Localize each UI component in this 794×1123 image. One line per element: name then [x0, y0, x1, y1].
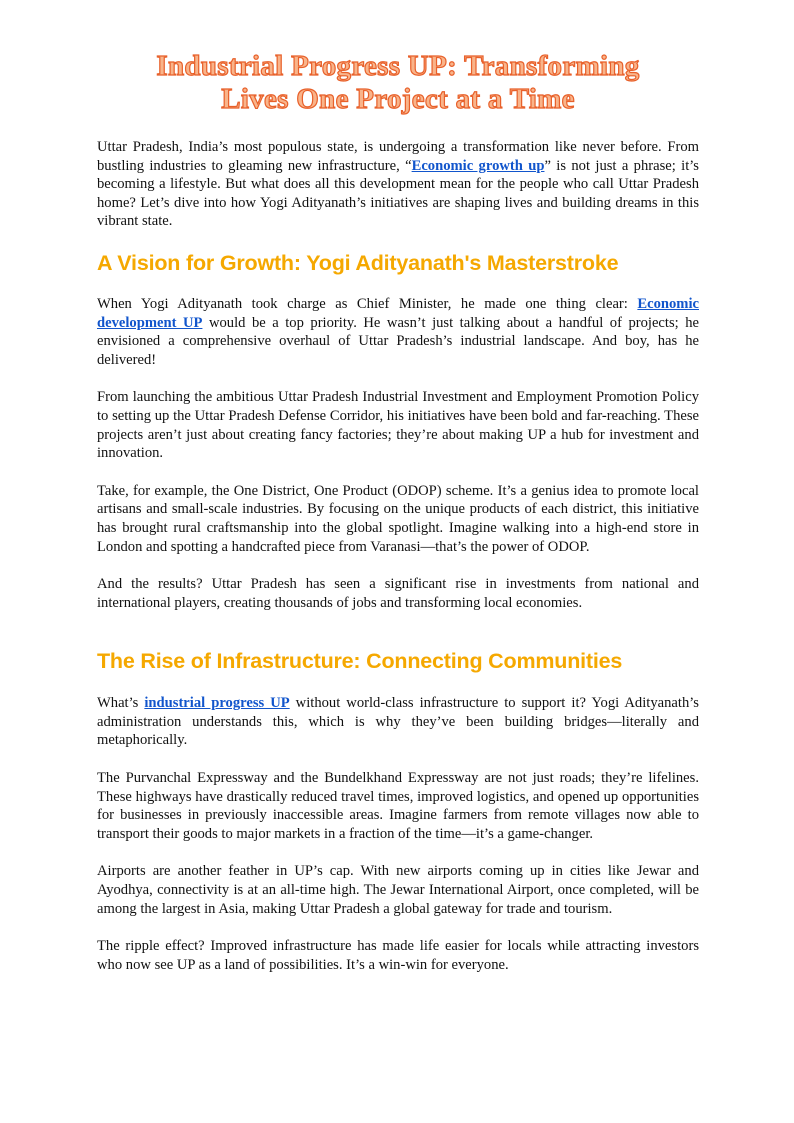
vision-paragraph-3: Take, for example, the One District, One Product (ODOP) scheme. It’s a genius idea to promote local artisans and small-scale industries. By focusing on the unique products of each district, this initiative has brought rural craftsmanship into the global spotlight. Imagine walking into a high-end store in London and spotting a handcrafted piece from Varanasi—that’s the power of ODOP.: [97, 482, 699, 555]
infra-paragraph-1: [97, 694, 699, 750]
intro-text-before: Uttar Pradesh, India’s most populous state, is undergoing a transformation like never before. From bustling industries to gleaming new infrastructure, “: [97, 139, 699, 174]
economic-development-up-link[interactable]: Economic development UP: [97, 295, 699, 331]
industrial-progress-up-link[interactable]: industrial progress UP: [144, 695, 290, 712]
intro-text-after: ” is not just a phrase; it’s becoming a lifestyle. But what does all this development mean for the people who call Uttar Pradesh home? Let’s dive into how Yogi Adityanath’s initiatives are shaping lives and building dreams in this vibrant state.: [97, 157, 699, 230]
infra-paragraph-4: The ripple effect? Improved infrastructure has made life easier for locals while attracting investors who now see UP as a land of possibilities. It’s a win-win for everyone.: [97, 938, 699, 973]
section-heading-vision: A Vision for Growth: Yogi Adityanath's Masterstroke: [97, 250, 619, 275]
vision-paragraph-4: And the results? Uttar Pradesh has seen a significant rise in investments from national and international players, creating thousands of jobs and transforming local economies.: [97, 576, 699, 611]
page-title-line-1: Industrial Progress UP: Transforming: [156, 50, 640, 82]
document-page: [97, 50, 699, 993]
economic-growth-up-link[interactable]: Economic growth up: [411, 157, 545, 174]
vision-paragraph-1: [97, 295, 699, 369]
vision-p1-before: When Yogi Adityanath took charge as Chief Minister, he made one thing clear:: [97, 295, 638, 312]
infra-p1-before: What’s: [97, 695, 145, 712]
intro-paragraph: [97, 138, 699, 231]
infra-paragraph-3: Airports are another feather in UP’s cap. With new airports coming up in cities like Jewar and Ayodhya, connectivity is at an all-time high. The Jewar International Airport, once completed, will be among the largest in Asia, making Uttar Pradesh a global gateway for trade and tourism.: [97, 863, 699, 917]
section-heading-infrastructure: The Rise of Infrastructure: Connecting Communities: [97, 649, 623, 674]
vision-p1-after: would be a top priority. He wasn’t just talking about a handful of projects; he envisioned a comprehensive overhaul of Uttar Pradesh’s industrial landscape. And boy, has he delivered!: [97, 314, 699, 368]
page-title: [97, 50, 699, 116]
vision-paragraph-2: From launching the ambitious Uttar Pradesh Industrial Investment and Employment Promotion Policy to setting up the Uttar Pradesh Defense Corridor, his initiatives have been bold and far-reaching. These projects aren’t just about creating fancy factories; they’re about making UP a hub for investment and innovation.: [97, 389, 699, 462]
infra-paragraph-2: The Purvanchal Expressway and the Bundelkhand Expressway are not just roads; they’re lifelines. These highways have drastically reduced travel times, improved logistics, and opened up opportunities for businesses in previously inaccessible areas. Imagine farmers from remote villages now able to transport their goods to major markets in a fraction of the time—it’s a game-changer.: [97, 770, 699, 842]
infra-p1-after: without world-class infrastructure to support it? Yogi Adityanath’s administration understands this, which is why they’ve been building bridges—literally and metaphorically.: [97, 695, 699, 749]
page-title-line-2: Lives One Project at a Time: [221, 83, 575, 115]
